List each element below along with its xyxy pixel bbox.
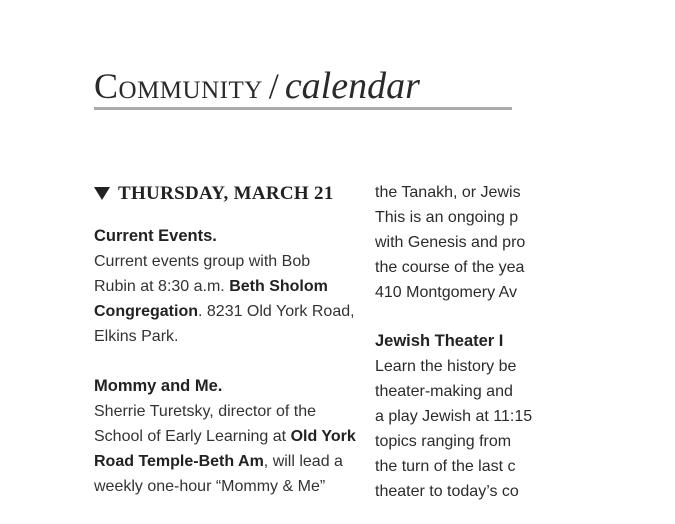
text-line: 410 Montgomery Av [375,284,518,301]
masthead [94,64,512,112]
event-body: Current events group with Bob Rubin at 8:30 a.m. Beth Sholom Congregation. 8231 Old York Road, Elkins Park. [94,253,355,345]
paragraph-gap [375,305,675,329]
left-column [94,180,356,524]
event-title: Current Events. [94,227,217,245]
text-line: a play Jewish at 11:15 [375,408,533,425]
day-header [94,180,356,206]
masthead-separator: / [268,66,279,106]
text-line: the course of the yea [375,259,525,276]
right-column [375,180,675,504]
venue-name: Old York Road Temple-Beth Am [94,428,356,470]
text-line: This is an ongoing p [375,209,519,226]
event-title: Jewish Theater I [375,332,504,350]
text-line: topics ranging from [375,433,512,450]
masthead-title: Community [94,66,263,106]
masthead-subtitle: calendar [284,65,420,107]
text-line: the turn of the last c [375,458,516,475]
text-line: the Tanakh, or Jewis [375,184,521,201]
event-mommy-and-me [94,374,356,499]
masthead-rule [94,107,512,110]
event-body: Sherrie Turetsky, director of the School of Early Learning at Old York Road Temple-Beth Am, will lead a weekly one-hour “Mommy & Me” [94,403,356,495]
event-title: Mommy and Me. [94,377,223,395]
day-label: THURSDAY, MARCH 21 [118,182,334,204]
text-line: with Genesis and pro [375,234,526,251]
venue-name: Beth Sholom Congregation [94,278,328,320]
triangle-down-icon [94,187,110,200]
event-current-events [94,224,356,349]
text-line: Learn the history be [375,358,517,375]
text-line: theater-making and [375,383,513,400]
text-line: theater to today’s co [375,483,519,500]
